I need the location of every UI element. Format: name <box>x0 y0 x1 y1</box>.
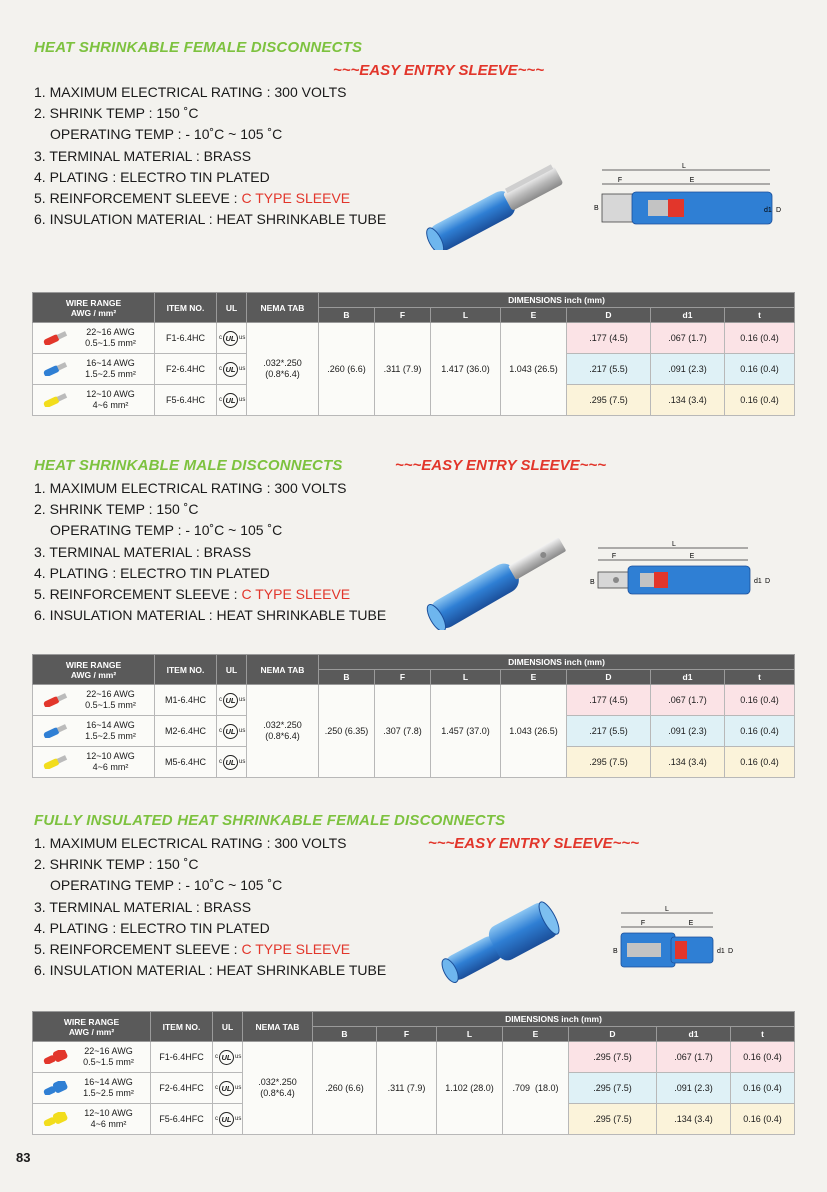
spec-line: 3. TERMINAL MATERIAL : BRASS <box>34 898 252 915</box>
col-l: L <box>437 1027 503 1042</box>
svg-text:F: F <box>640 920 646 927</box>
section-subtitle: ~~~EASY ENTRY SLEEVE~~~ <box>333 62 544 79</box>
sleeve-type: C TYPE SLEEVE <box>241 941 351 958</box>
spec-line: 5. REINFORCEMENT SLEEVE : C TYPE SLEEVE <box>34 586 351 603</box>
svg-text:L: L <box>672 541 676 548</box>
col-f: F <box>375 308 431 323</box>
col-e: E <box>503 1027 569 1042</box>
spec-line: 1. MAXIMUM ELECTRICAL RATING : 300 VOLTS <box>34 835 347 851</box>
spec-table <box>32 1011 795 1135</box>
section-subtitle: ~~~EASY ENTRY SLEEVE~~~ <box>395 457 606 474</box>
male-terminal-photo <box>420 530 580 630</box>
table-row: 12~10 AWG 4~6 mm² F5-6.4HC c UL us .295 (7.5) .134 (3.4) 0.16 (0.4) <box>33 385 795 416</box>
nema-tab-value: .032*.250 (0.8*6.4) <box>243 1042 313 1135</box>
ul-listed-icon: c UL us <box>219 693 245 708</box>
svg-text:L: L <box>665 906 669 913</box>
nema-tab-value: .032*.250 (0.8*6.4) <box>247 685 319 778</box>
spec-line: 6. INSULATION MATERIAL : HEAT SHRINKABLE TUBE <box>34 211 387 228</box>
blue-terminal-icon <box>41 1081 69 1095</box>
table-row: 12~10 AWG 4~6 mm² M5-6.4HC c UL us .295 (7.5) .134 (3.4) 0.16 (0.4) <box>33 747 795 778</box>
svg-text:D: D <box>776 207 782 214</box>
section-title: HEAT SHRINKABLE MALE DISCONNECTS <box>34 457 343 474</box>
spec-line: 5. REINFORCEMENT SLEEVE : C TYPE SLEEVE <box>34 190 351 207</box>
svg-text:E: E <box>689 553 695 560</box>
spec-line: 2. SHRINK TEMP : 150 ˚C <box>34 105 199 122</box>
spec-table <box>32 654 795 778</box>
red-terminal-icon <box>41 331 69 345</box>
spec-line: 6. INSULATION MATERIAL : HEAT SHRINKABLE TUBE <box>34 607 387 624</box>
col-ul: UL <box>217 293 247 323</box>
spec-line: 3. TERMINAL MATERIAL : BRASS <box>34 147 252 164</box>
red-terminal-icon <box>41 693 69 707</box>
col-d: D <box>569 1027 657 1042</box>
table-row: 22~16 AWG 0.5~1.5 mm² F1-6.4HC c UL us .032*.250 (0.8*6.4) .260 (6.6) .311 (7.9) 1.417 (36.0) 1.043 (26.5) .177 (4.5) .067 (1.7) 0.16 (0.4) <box>33 323 795 354</box>
col-b: B <box>319 670 375 685</box>
sleeve-type: C TYPE SLEEVE <box>241 586 351 603</box>
svg-text:L: L <box>682 163 686 170</box>
section-title: FULLY INSULATED HEAT SHRINKABLE FEMALE DISCONNECTS <box>34 812 506 829</box>
svg-text:F: F <box>617 177 623 184</box>
svg-text:F: F <box>611 553 617 560</box>
spec-line: 5. REINFORCEMENT SLEEVE : C TYPE SLEEVE <box>34 941 351 958</box>
section-subtitle: ~~~EASY ENTRY SLEEVE~~~ <box>428 835 639 852</box>
col-d1: d1 <box>657 1027 731 1042</box>
col-ul: UL <box>213 1012 243 1042</box>
yellow-terminal-icon <box>41 393 69 407</box>
svg-text:E: E <box>689 177 695 184</box>
spec-list <box>34 82 386 230</box>
spec-line: 4. PLATING : ELECTRO TIN PLATED <box>34 919 270 936</box>
table-row: 22~16 AWG 0.5~1.5 mm² F1-6.4HFC c UL us .032*.250 (0.8*6.4) .260 (6.6) .311 (7.9) 1.102 (28.0) .709 (18.0) .295 (7.5) .067 (1.7) 0.16 (0.4) <box>33 1042 795 1073</box>
spec-line: 4. PLATING : ELECTRO TIN PLATED <box>34 564 270 581</box>
ul-listed-icon: c UL us <box>219 362 245 377</box>
col-d: D <box>567 308 651 323</box>
col-d: D <box>567 670 651 685</box>
spec-line: 4. PLATING : ELECTRO TIN PLATED <box>34 168 270 185</box>
col-dimensions: DIMENSIONS inch (mm) <box>313 1012 795 1027</box>
col-item-no: ITEM NO. <box>155 293 217 323</box>
col-t: t <box>725 670 795 685</box>
ul-listed-icon: c UL us <box>215 1081 241 1096</box>
female-terminal-drawing <box>588 162 788 242</box>
col-dimensions: DIMENSIONS inch (mm) <box>319 293 795 308</box>
page-number: 83 <box>16 1150 31 1165</box>
col-dimensions: DIMENSIONS inch (mm) <box>319 655 795 670</box>
col-e: E <box>501 670 567 685</box>
sleeve-type: C TYPE SLEEVE <box>241 190 351 207</box>
col-ul: UL <box>217 655 247 685</box>
col-b: B <box>313 1027 377 1042</box>
table-row: 22~16 AWG 0.5~1.5 mm² M1-6.4HC c UL us .032*.250 (0.8*6.4) .250 (6.35) .307 (7.8) 1.457 (37.0) 1.043 (26.5) .177 (4.5) .067 (1.7) 0.16 (0.4) <box>33 685 795 716</box>
col-f: F <box>377 1027 437 1042</box>
col-b: B <box>319 308 375 323</box>
nema-tab-value: .032*.250 (0.8*6.4) <box>247 323 319 416</box>
svg-text:E: E <box>688 920 694 927</box>
fully-insulated-terminal-drawing <box>605 905 785 975</box>
spec-line: 1. MAXIMUM ELECTRICAL RATING : 300 VOLTS <box>34 84 347 100</box>
table-row: 16~14 AWG 1.5~2.5 mm² F2-6.4HFC c UL us .295 (7.5) .091 (2.3) 0.16 (0.4) <box>33 1073 795 1104</box>
col-nema-tab: NEMA TAB <box>247 293 319 323</box>
ul-listed-icon: c UL us <box>215 1050 241 1065</box>
svg-text:D: D <box>765 578 771 585</box>
spec-line: 3. TERMINAL MATERIAL : BRASS <box>34 543 252 560</box>
table-row: 12~10 AWG 4~6 mm² F5-6.4HFC c UL us .295 (7.5) .134 (3.4) 0.16 (0.4) <box>33 1104 795 1135</box>
col-item-no: ITEM NO. <box>151 1012 213 1042</box>
spec-line: OPERATING TEMP : - 10˚C ~ 105 ˚C <box>50 126 283 143</box>
yellow-terminal-icon <box>41 755 69 769</box>
svg-text:B: B <box>613 948 618 955</box>
col-item-no: ITEM NO. <box>155 655 217 685</box>
spec-line: 6. INSULATION MATERIAL : HEAT SHRINKABLE TUBE <box>34 962 387 979</box>
spec-line: 2. SHRINK TEMP : 150 ˚C <box>34 501 199 518</box>
ul-listed-icon: c UL us <box>219 331 245 346</box>
col-f: F <box>375 670 431 685</box>
spec-list <box>34 833 386 981</box>
blue-terminal-icon <box>41 362 69 376</box>
table-row: 16~14 AWG 1.5~2.5 mm² F2-6.4HC c UL us .217 (5.5) .091 (2.3) 0.16 (0.4) <box>33 354 795 385</box>
svg-text:d1: d1 <box>717 948 725 955</box>
ul-listed-icon: c UL us <box>219 755 245 770</box>
female-terminal-photo <box>420 160 580 250</box>
col-d1: d1 <box>651 670 725 685</box>
svg-text:B: B <box>590 579 595 586</box>
col-l: L <box>431 670 501 685</box>
col-nema-tab: NEMA TAB <box>247 655 319 685</box>
col-l: L <box>431 308 501 323</box>
spec-line: OPERATING TEMP : - 10˚C ~ 105 ˚C <box>50 877 283 894</box>
col-t: t <box>725 308 795 323</box>
col-wire-range: WIRE RANGE AWG / mm² <box>33 293 155 323</box>
spec-line: 1. MAXIMUM ELECTRICAL RATING : 300 VOLTS <box>34 480 347 496</box>
col-nema-tab: NEMA TAB <box>243 1012 313 1042</box>
blue-terminal-icon <box>41 724 69 738</box>
svg-text:D: D <box>728 948 734 955</box>
svg-text:B: B <box>594 205 599 212</box>
col-wire-range: WIRE RANGE AWG / mm² <box>33 1012 151 1042</box>
male-terminal-drawing <box>588 540 788 610</box>
ul-listed-icon: c UL us <box>219 724 245 739</box>
spec-line: OPERATING TEMP : - 10˚C ~ 105 ˚C <box>50 522 283 539</box>
col-e: E <box>501 308 567 323</box>
svg-text:d1: d1 <box>764 207 772 214</box>
fully-insulated-terminal-photo <box>435 895 565 990</box>
section-title: HEAT SHRINKABLE FEMALE DISCONNECTS <box>34 39 363 56</box>
spec-table <box>32 292 795 416</box>
ul-listed-icon: c UL us <box>215 1112 241 1127</box>
spec-list <box>34 478 386 626</box>
red-terminal-icon <box>41 1050 69 1064</box>
svg-text:d1: d1 <box>754 578 762 585</box>
table-row: 16~14 AWG 1.5~2.5 mm² M2-6.4HC c UL us .217 (5.5) .091 (2.3) 0.16 (0.4) <box>33 716 795 747</box>
spec-line: 2. SHRINK TEMP : 150 ˚C <box>34 856 199 873</box>
col-t: t <box>731 1027 795 1042</box>
ul-listed-icon: c UL us <box>219 393 245 408</box>
yellow-terminal-icon <box>41 1112 69 1126</box>
col-wire-range: WIRE RANGE AWG / mm² <box>33 655 155 685</box>
col-d1: d1 <box>651 308 725 323</box>
